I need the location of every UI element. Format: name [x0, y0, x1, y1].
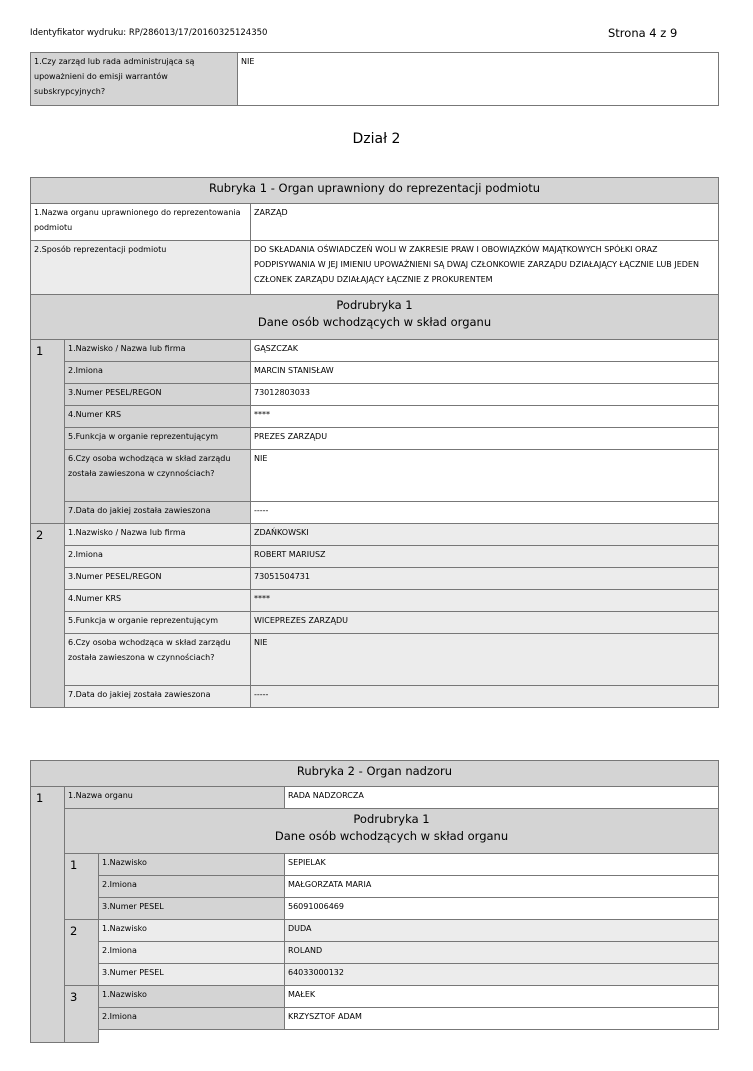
field-value: MARCIN STANISŁAW — [251, 362, 719, 384]
representation-label: 2.Sposób reprezentacji podmiotu — [31, 241, 251, 295]
field-value: ROBERT MARIUSZ — [251, 546, 719, 568]
rubryka-1-title: Rubryka 1 - Organ uprawniony do reprezentacji podmiotu — [31, 178, 719, 204]
field-label: 1.Nazwisko / Nazwa lub firma — [65, 340, 251, 362]
rubryka-1-table — [30, 177, 719, 708]
field-label: 2.Imiona — [99, 942, 285, 964]
field-value: **** — [251, 406, 719, 428]
field-label: 2.Imiona — [99, 876, 285, 898]
field-value: 73051504731 — [251, 568, 719, 590]
field-label: 3.Numer PESEL/REGON — [65, 568, 251, 590]
field-value: 56091006469 — [285, 898, 719, 920]
member-number: 1 — [65, 854, 99, 920]
podrubryka-1-title — [31, 295, 719, 340]
warrants-table — [30, 52, 719, 106]
field-value: SEPIELAK — [285, 854, 719, 876]
field-value: MAŁEK — [285, 986, 719, 1008]
field-value: ----- — [251, 502, 719, 524]
field-label: 2.Imiona — [99, 1008, 285, 1030]
person-number: 1 — [31, 340, 65, 524]
field-value: WICEPREZES ZARZĄDU — [251, 612, 719, 634]
field-label: 1.Nazwisko — [99, 986, 285, 1008]
page-number: Strona 4 z 9 — [608, 26, 678, 40]
page-break-gap — [99, 1030, 719, 1043]
field-value: ----- — [251, 686, 719, 708]
field-value: ROLAND — [285, 942, 719, 964]
organ-name-label: 1.Nazwa organu uprawnionego do reprezentowania podmiotu — [31, 204, 251, 241]
field-value: MAŁGORZATA MARIA — [285, 876, 719, 898]
field-label: 6.Czy osoba wchodząca w skład zarządu została zawieszona w czynnościach? — [65, 634, 251, 686]
field-value: **** — [251, 590, 719, 612]
podrubryka-title-line-2: Dane osób wchodzących w skład organu — [257, 315, 492, 329]
field-label: 3.Numer PESEL — [99, 898, 285, 920]
field-value: KRZYSZTOF ADAM — [285, 1008, 719, 1030]
field-value: NIE — [251, 634, 719, 686]
person-number: 2 — [31, 524, 65, 708]
podrubryka-title-line-1: Podrubryka 1 — [353, 812, 430, 826]
field-label: 1.Nazwisko / Nazwa lub firma — [65, 524, 251, 546]
field-label: 5.Funkcja w organie reprezentującym — [65, 612, 251, 634]
rubryka-2-table — [30, 760, 719, 1043]
field-label: 5.Funkcja w organie reprezentującym — [65, 428, 251, 450]
warrants-value: NIE — [238, 53, 719, 106]
organ-name-value: ZARZĄD — [251, 204, 719, 241]
field-value: PREZES ZARZĄDU — [251, 428, 719, 450]
field-label: 4.Numer KRS — [65, 590, 251, 612]
representation-value: DO SKŁADANIA OŚWIADCZEŃ WOLI W ZAKRESIE PRAW I OBOWIĄZKÓW MAJĄTKOWYCH SPÓŁKI ORAZ PODPISYWANIA W JEJ IMIENIU UPOWAŻNIENI SĄ DWAJ CZŁONKOWIE ZARZĄDU DZIAŁAJĄCY ŁĄCZNIE LUB JEDEN CZŁONEK ZARZĄDU DZIAŁAJĄCY ŁĄCZNIE Z PROKURENTEM — [251, 241, 719, 295]
section-title: Dział 2 — [352, 131, 401, 147]
field-label: 3.Numer PESEL — [99, 964, 285, 986]
podrubryka-title-line-2: Dane osób wchodzących w skład organu — [274, 829, 509, 843]
warrants-label: 1.Czy zarząd lub rada administrująca są upoważnieni do emisji warrantów subskrypcyjnych? — [31, 53, 238, 106]
member-number: 3 — [65, 986, 99, 1043]
field-value: DUDA — [285, 920, 719, 942]
field-label: 3.Numer PESEL/REGON — [65, 384, 251, 406]
organ-label: 1.Nazwa organu — [65, 787, 285, 809]
field-value: 73012803033 — [251, 384, 719, 406]
organ-value: RADA NADZORCZA — [285, 787, 719, 809]
field-label: 6.Czy osoba wchodząca w skład zarządu została zawieszona w czynnościach? — [65, 450, 251, 502]
podrubryka-title-line-1: Podrubryka 1 — [336, 298, 413, 312]
rubryka-2-title: Rubryka 2 - Organ nadzoru — [31, 761, 719, 787]
field-label: 7.Data do jakiej została zawieszona — [65, 502, 251, 524]
podrubryka-2-title — [65, 809, 719, 854]
field-label: 1.Nazwisko — [99, 854, 285, 876]
member-number: 2 — [65, 920, 99, 986]
print-identifier: Identyfikator wydruku: RP/286013/17/20160325124350 — [30, 28, 268, 38]
field-value: NIE — [251, 450, 719, 502]
field-value: GĄSZCZAK — [251, 340, 719, 362]
field-label: 4.Numer KRS — [65, 406, 251, 428]
field-value: 64033000132 — [285, 964, 719, 986]
field-label: 1.Nazwisko — [99, 920, 285, 942]
field-label: 2.Imiona — [65, 362, 251, 384]
field-label: 7.Data do jakiej została zawieszona — [65, 686, 251, 708]
organ-number: 1 — [31, 787, 65, 1043]
field-label: 2.Imiona — [65, 546, 251, 568]
field-value: ZDAŃKOWSKI — [251, 524, 719, 546]
